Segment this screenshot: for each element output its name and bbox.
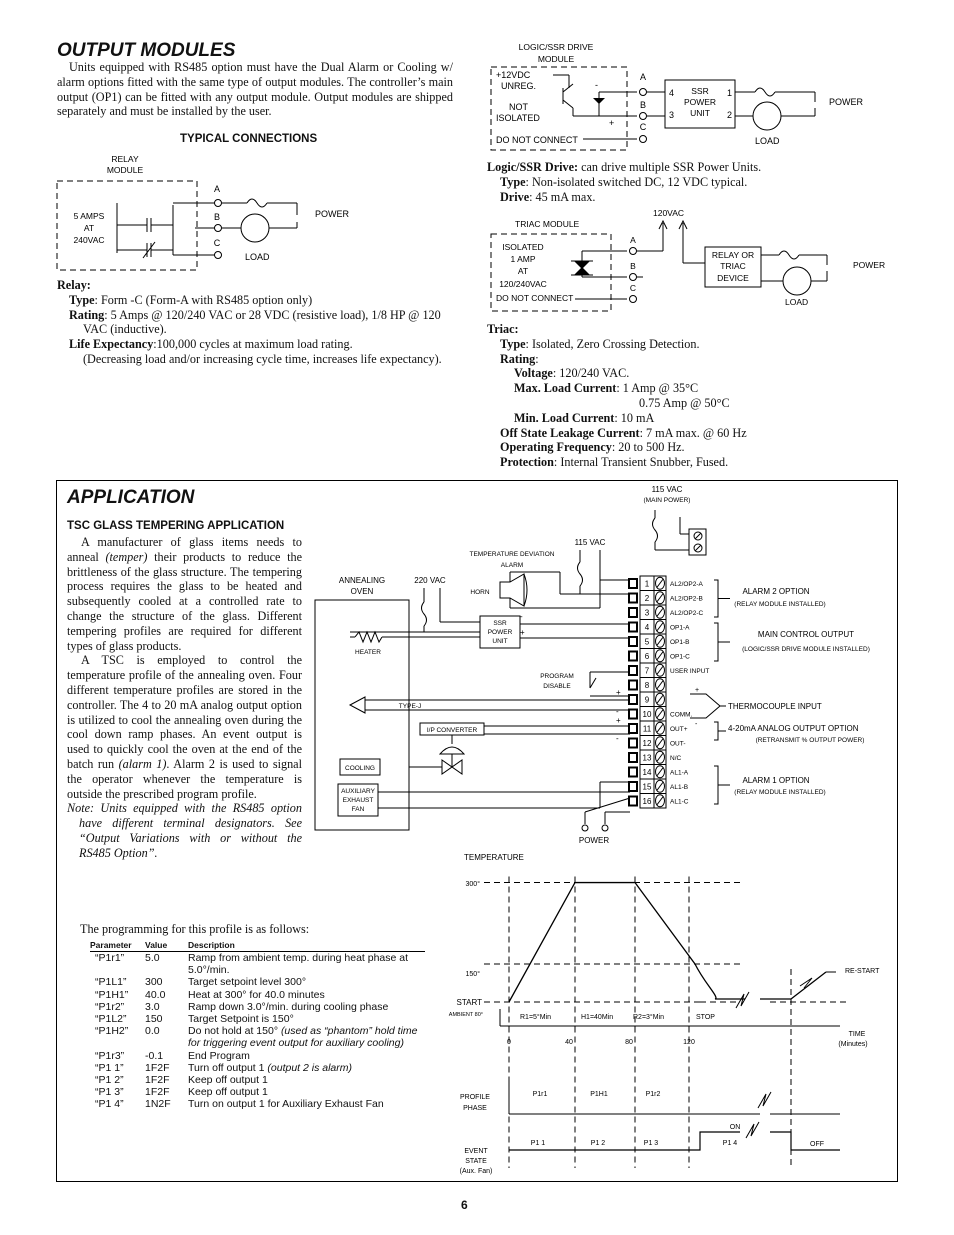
param-name: “P1 1” [95,1061,124,1074]
time-axis-label-2: (Minutes) [838,1041,868,1048]
relay-term-a: A [213,184,221,194]
table-header-parameter: Parameter [90,940,145,952]
param-description: Turn on output 1 for Auxiliary Exhaust Fan [188,1098,384,1111]
relay-module-diagram [55,150,365,275]
program-disable-label-2: DISABLE [543,683,571,690]
section-title-output-modules: OUTPUT MODULES [57,40,236,61]
event-state-label-3: (Aux. Fan) [459,1168,493,1175]
ssr-v-2: UNREG. [501,81,537,91]
terminal-number: 9 [644,695,650,705]
application-body [67,535,302,861]
param-description: Do not hold at 150° (used as “phantom” hold time for triggering event output for auxiliary cooling) [188,1025,418,1050]
param-description: Turn off output 1 (output 2 is alarm) [188,1061,353,1074]
triac-prot-label: Protection [500,455,554,470]
thermocouple-icon [350,697,365,713]
table-row [90,1001,425,1013]
ssr-title-1: LOGIC/SSR DRIVE [518,42,594,52]
logic-drive-label: Drive [500,189,530,204]
terminal-label: OP1-C [670,653,690,661]
temp-dev-label-2: ALARM [500,562,524,569]
temperature-profile-line [509,883,745,1002]
fuse [422,602,427,626]
param-description: Keep off output 1 [188,1086,268,1099]
output-modules-intro: Units equipped with RS485 option must have the Dual Alarm or Cooling w/ alarm options fitted with the same type of output modules. The controller’s main output (OP1) can be fitted with any output module. Output modules are shipped separately and must be installed by the user. [57,60,453,119]
terminal-label: N/C [670,755,682,762]
relay-term-c: C [213,238,221,248]
param-name: “P1H2” [95,1025,129,1038]
logic-type-label: Type [500,174,526,189]
relay-life-note: (Decreasing load and/or increasing cycle time, increases life expectancy). [83,351,442,366]
ssr-load-label: LOAD [755,136,780,146]
phase-r2-label: R2=3°Min [633,1014,665,1021]
phase-p1r1: P1r1 [532,1091,548,1098]
terminal-label: OUT+ [670,726,688,733]
triac-maxload-value: : 1 Amp @ 35°C [616,381,699,396]
x-tick-120: 120 [683,1039,695,1046]
event-p1-1: P1 1 [530,1140,546,1147]
ssr-title-2: MODULE [537,54,575,64]
phase-p1r2: P1r2 [645,1091,661,1098]
param-name: “P1 4” [95,1098,124,1111]
triac-load-label: LOAD [785,297,809,307]
param-name: “P1L2” [95,1013,127,1026]
terminal-number: 5 [644,637,650,647]
tc-plus: + [616,688,621,697]
horn-label: HORN [470,589,490,596]
table-row [90,976,425,988]
relay-life-value: :100,000 cycles at maximum load rating. [153,337,353,352]
relay-rating-2: AT [83,223,95,233]
triac-freq-value: : 20 to 500 Hz. [611,440,685,455]
profile-phase-label-1: PROFILE [460,1094,490,1101]
triac-voltage-value: : 120/240 VAC. [552,366,630,381]
param-name: “P1 3” [95,1086,124,1099]
main-control-label: MAIN CONTROL OUTPUT [757,630,855,639]
temperature-axis-label: TEMPERATURE [464,853,524,862]
param-value: 5.0 [145,952,160,964]
event-p1-3: P1 3 [643,1140,659,1147]
param-name: “P1H1” [95,988,129,1001]
event-on-label: ON [729,1124,741,1131]
application-wiring-diagram [310,482,890,847]
main-control-sub: (LOGIC/SSR DRIVE MODULE INSTALLED) [742,646,870,653]
ip-plus: + [616,716,621,725]
terminal-label: AL1-B [670,784,689,791]
fuse [653,518,658,542]
triac-maxload-value2: 0.75 Amp @ 50°C [639,395,730,410]
ssr-v-1: +12VDC [496,70,531,80]
phase-stop-label: STOP [696,1014,715,1021]
terminal-label: AL1-A [670,769,689,777]
triac-relay-2: TRIAC [720,261,746,271]
terminal-label: AL2/OP2-A [670,581,703,588]
triac-type-label: Type [500,336,526,351]
triac-term-b: B [630,261,636,271]
logic-type-value: : Non-isolated switched DC, 12 VDC typical. [525,174,748,189]
param-name: “P1r2” [95,1000,125,1013]
horn-icon [500,574,524,606]
logic-drive-value: : 45 mA max. [529,189,596,204]
relay-heading: Relay: [57,278,91,292]
y-tick-300: 300° [465,881,480,888]
triac-rating-value: : [535,351,539,366]
terminal-number: 4 [644,623,650,632]
phase-r1-label: R1=5°Min [520,1014,552,1021]
param-value: 1F2F [145,1086,170,1099]
ssr-term-b: B [639,100,647,110]
ssr-box-3: UNIT [690,108,710,118]
terminal-label: OP1-B [670,639,690,646]
section-title-application: APPLICATION [67,487,195,508]
vac220-label: 220 VAC [414,576,446,585]
param-name: “P1L1” [95,976,127,989]
relay-life-label: Life Expectancy [69,337,154,352]
param-name: “P1 2” [95,1074,124,1087]
heater-icon [355,632,382,642]
terminal-number: 13 [642,753,652,763]
event-p1-2: P1 2 [590,1140,606,1147]
triac-minload-label: Min. Load Current [514,410,615,425]
bracket [714,766,730,804]
terminal-label: AL1-C [670,798,689,806]
ssr-unit-label-2: POWER [487,629,513,636]
terminal-number: 16 [642,797,652,806]
param-value: 0.0 [145,1025,160,1038]
ssr-plus: + [520,628,525,637]
bracket [714,623,730,661]
type-j-label: TYPE-J [398,703,422,710]
relay-type-value: : Form -C (Form-A with RS485 option only) [94,292,313,307]
phase-h1-label: H1=40Min [581,1014,614,1021]
aux-label-2: EXHAUST [342,797,374,804]
param-value: -0.1 [145,1049,164,1062]
triac-rating-label: Rating [500,351,536,366]
ssr-n2: 2 [727,110,733,120]
x-tick-80: 80 [625,1039,633,1046]
event-state-label-1: EVENT [464,1148,488,1155]
triac-term-c: C [629,283,637,293]
param-description: Keep off output 1 [188,1074,268,1087]
analog-output-label: 4-20mA ANALOG OUTPUT OPTION [728,724,859,733]
application-note: Note: Units equipped with the RS485 option have different terminal designators. See “Output Variations with or without the RS485 Option”. [67,801,302,860]
logic-heading: Logic/SSR Drive: [487,160,579,174]
terminal-label: OUT- [670,740,686,748]
param-value: 1N2F [145,1098,171,1111]
triac-relay-3: DEVICE [717,273,749,283]
relay-rating-3: 240VAC [73,235,105,245]
time-axis-label-1: TIME [848,1031,866,1038]
fuse [578,562,583,586]
actuator-icon [440,747,464,754]
triac-dnc: DO NOT CONNECT [496,293,574,303]
triac-iso-4: 120/240VAC [499,279,547,289]
param-description: Heat at 300° for 40.0 minutes [188,988,325,1001]
break-mark [736,992,749,1008]
logic-heading-rest: can drive multiple SSR Power Units. [578,160,762,174]
terminal-number: 6 [644,652,650,661]
terminal-number: 2 [644,594,650,603]
param-value: 3.0 [145,1000,160,1013]
triac-minload-value: : 10 mA [614,410,655,425]
param-value: 1F2F [145,1061,170,1074]
triac-leak-label: Off State Leakage Current [500,425,640,440]
param-value: 150 [145,1013,163,1026]
logic-ssr-diagram [487,40,867,155]
program-intro: The programming for this profile is as follows: [80,922,310,936]
wire-line [590,678,596,688]
triac-voltage-label: Voltage [514,366,553,381]
relay-rating-label: Rating [69,307,105,322]
terminal-number: 15 [642,782,652,792]
relay-rating-value: : 5 Amps @ 120/240 VAC or 28 VDC (resistive load), 1/8 HP @ 120 [104,307,441,322]
aux-label-1: AUXILIARY [341,788,375,795]
x-tick-40: 40 [565,1039,573,1046]
relay-rating-cont: VAC (inductive). [83,322,167,337]
triac-iso-1: ISOLATED [502,242,544,252]
event-state-label-2: STATE [465,1158,487,1165]
terminal-label: AL2/OP2-C [670,610,704,617]
alarm1-label: ALARM 1 OPTION [742,776,810,785]
param-value: 40.0 [145,988,166,1001]
application-para-1: A manufacturer of glass items needs to anneal (temper) their products to reduce the brittleness of the glass structure. The tempering process requires the glass to be heated and subsequently cooled at a controlled rate to change the structure of the glass. Different tempering profiles are required for different types of glass products. [67,535,302,653]
triac-relay-1: RELAY OR [711,250,755,260]
ssr-dnc: DO NOT CONNECT [496,135,578,145]
ssr-box-1: SSR [691,86,709,96]
terminal-label: USER INPUT [670,668,710,675]
triac-freq-label: Operating Frequency [500,440,612,455]
ssr-unit-label-3: UNIT [492,638,508,645]
tc-plus-r: + [695,687,700,694]
bracket [714,722,726,740]
event-p1-4: P1 4 [722,1140,738,1147]
ip-minus: - [616,734,619,743]
param-description: Ramp from ambient temp. during heat phase at 5.0°/min. [188,952,409,977]
horn-vac-label: 115 VAC [574,538,606,547]
table-row [90,989,425,1001]
param-description: Target Setpoint is 150° [188,1013,294,1026]
relay-module-label-1: RELAY [111,154,139,164]
wire-line [585,798,630,812]
table-header-value: Value [145,940,188,952]
terminal-number: 8 [644,681,650,690]
application-subtitle: TSC GLASS TEMPERING APPLICATION [67,520,285,532]
ssr-term-a: A [639,72,647,82]
triac-term-a: A [630,235,636,245]
bottom-power-label: POWER [578,836,610,845]
terminal-label: AL2/OP2-B [670,595,703,603]
ssr-n1: 1 [727,88,733,98]
ssr-n4: 4 [669,88,675,98]
terminal-number: 12 [642,739,652,748]
param-value: 1F2F [145,1074,170,1087]
ssr-not-2: ISOLATED [496,113,540,123]
x-tick-0: 0 [507,1039,511,1046]
terminal-number: 1 [644,579,650,589]
ssr-n3: 3 [669,110,675,120]
terminal-number: 3 [644,608,650,618]
terminal-number: 7 [644,666,650,676]
triac-leak-value: : 7 mA max. @ 60 Hz [639,425,747,440]
relay-specs [57,278,457,367]
triac-maxload-label: Max. Load Current [514,381,617,396]
break-mark [746,1122,759,1138]
param-name: “P1r1” [95,952,125,964]
oven-label-2: OVEN [350,587,374,596]
main-power-sub: (MAIN POWER) [643,497,691,504]
triac-title: TRIAC MODULE [515,219,580,229]
triac-specs [487,322,907,470]
oven-label-1: ANNEALING [338,576,386,585]
table-row [90,952,425,977]
temperature-profile-chart [440,848,885,1178]
main-power-label: 115 VAC [651,485,683,494]
triac-type-value: : Isolated, Zero Crossing Detection. [525,336,700,351]
relay-rating-1: 5 AMPS [73,211,105,221]
relay-type-label: Type [69,292,95,307]
alarm2-sub: (RELAY MODULE INSTALLED) [734,601,826,608]
table-header-description: Description [188,940,425,952]
ssr-minus: - [520,612,523,621]
terminal-number: 11 [642,724,652,734]
terminal-number: 14 [642,768,652,777]
alarm2-label: ALARM 2 OPTION [742,587,810,596]
ssr-plus: + [609,118,615,128]
terminal-number: 10 [642,710,652,719]
ambient-label: AMBIENT 80° [448,1012,483,1018]
triac-prot-value: : Internal Transient Snubber, Fused. [553,455,729,470]
ssr-unit-label-1: SSR [493,620,507,627]
relay-module-label-2: MODULE [106,165,144,175]
ssr-power-label: POWER [829,97,864,107]
analog-output-sub: (RETRANSMIT % OUTPUT POWER) [755,737,865,744]
terminal-label: OP1-A [670,624,690,632]
bracket [714,580,730,617]
application-para-2: A TSC is employed to control the temperature profile of the annealing oven. Four different temperature profiles are stored in the controller. The 4 to 20 mA analog output option is utilized to cool the annealing oven during the cool down ramp phases. An event output is used to quickly cool the oven at the end of the batch run (alarm 1). Alarm 2 is used to signal the operator whenever the temperature is outside the prescribed program profile. [67,653,302,801]
terminal-label: COMM. [670,711,693,719]
restart-line [760,972,826,999]
tc-minus-r: - [695,721,698,728]
y-tick-150: 150° [465,971,480,978]
table-row [90,1062,425,1074]
table-row [90,1025,425,1049]
thermocouple-label: THERMOCOUPLE INPUT [728,702,822,711]
triac-power-label: POWER [853,260,886,270]
triac-module-diagram [487,205,897,315]
alarm1-sub: (RELAY MODULE INSTALLED) [734,789,826,796]
event-off-label: OFF [810,1141,824,1148]
ssr-minus: - [595,80,598,90]
tc-minus: - [616,707,619,716]
break-mark [758,1092,771,1108]
thermocouple-bracket [690,694,720,718]
temp-dev-label-1: TEMPERATURE DEVIATION [469,551,555,558]
relay-load-label: LOAD [245,252,270,262]
param-name: “P1r3” [95,1049,125,1062]
triac-iso-3: AT [517,266,529,276]
triac-heading: Triac: [487,322,519,336]
phase-p1h1: P1H1 [590,1091,608,1098]
table-row [90,1086,425,1098]
ssr-term-c: C [639,122,647,132]
aux-label-3: FAN [351,806,365,813]
triac-vac: 120VAC [653,208,685,218]
param-value: 300 [145,976,163,989]
table-row [90,1050,425,1062]
profile-phase-label-2: PHASE [463,1105,487,1112]
ssr-not-1: NOT [509,102,528,112]
logic-specs [487,160,887,204]
table-row [90,1013,425,1025]
ssr-box-2: POWER [683,97,717,107]
restart-arrow [800,978,812,988]
param-description: End Program [188,1049,250,1062]
table-row [90,1074,425,1086]
program-disable-label-1: PROGRAM [540,673,574,680]
table-row [90,1098,425,1110]
typical-connections-heading: TYPICAL CONNECTIONS [180,133,318,145]
event-state-line [509,1132,840,1150]
cooling-label: COOLING [345,765,375,772]
relay-power-label: POWER [315,209,350,219]
heater-label: HEATER [355,649,381,656]
relay-term-b: B [213,212,221,222]
param-description: Target setpoint level 300° [188,976,307,989]
parameter-table [90,940,425,1111]
restart-label: RE-START [845,968,880,975]
triac-iso-2: 1 AMP [510,254,536,264]
page-number: 6 [461,1198,468,1212]
ip-converter-label: I/P CONVERTER [426,727,478,734]
start-label: START [456,998,482,1007]
param-description: Ramp down 3.0°/min. during cooling phase [188,1000,389,1013]
